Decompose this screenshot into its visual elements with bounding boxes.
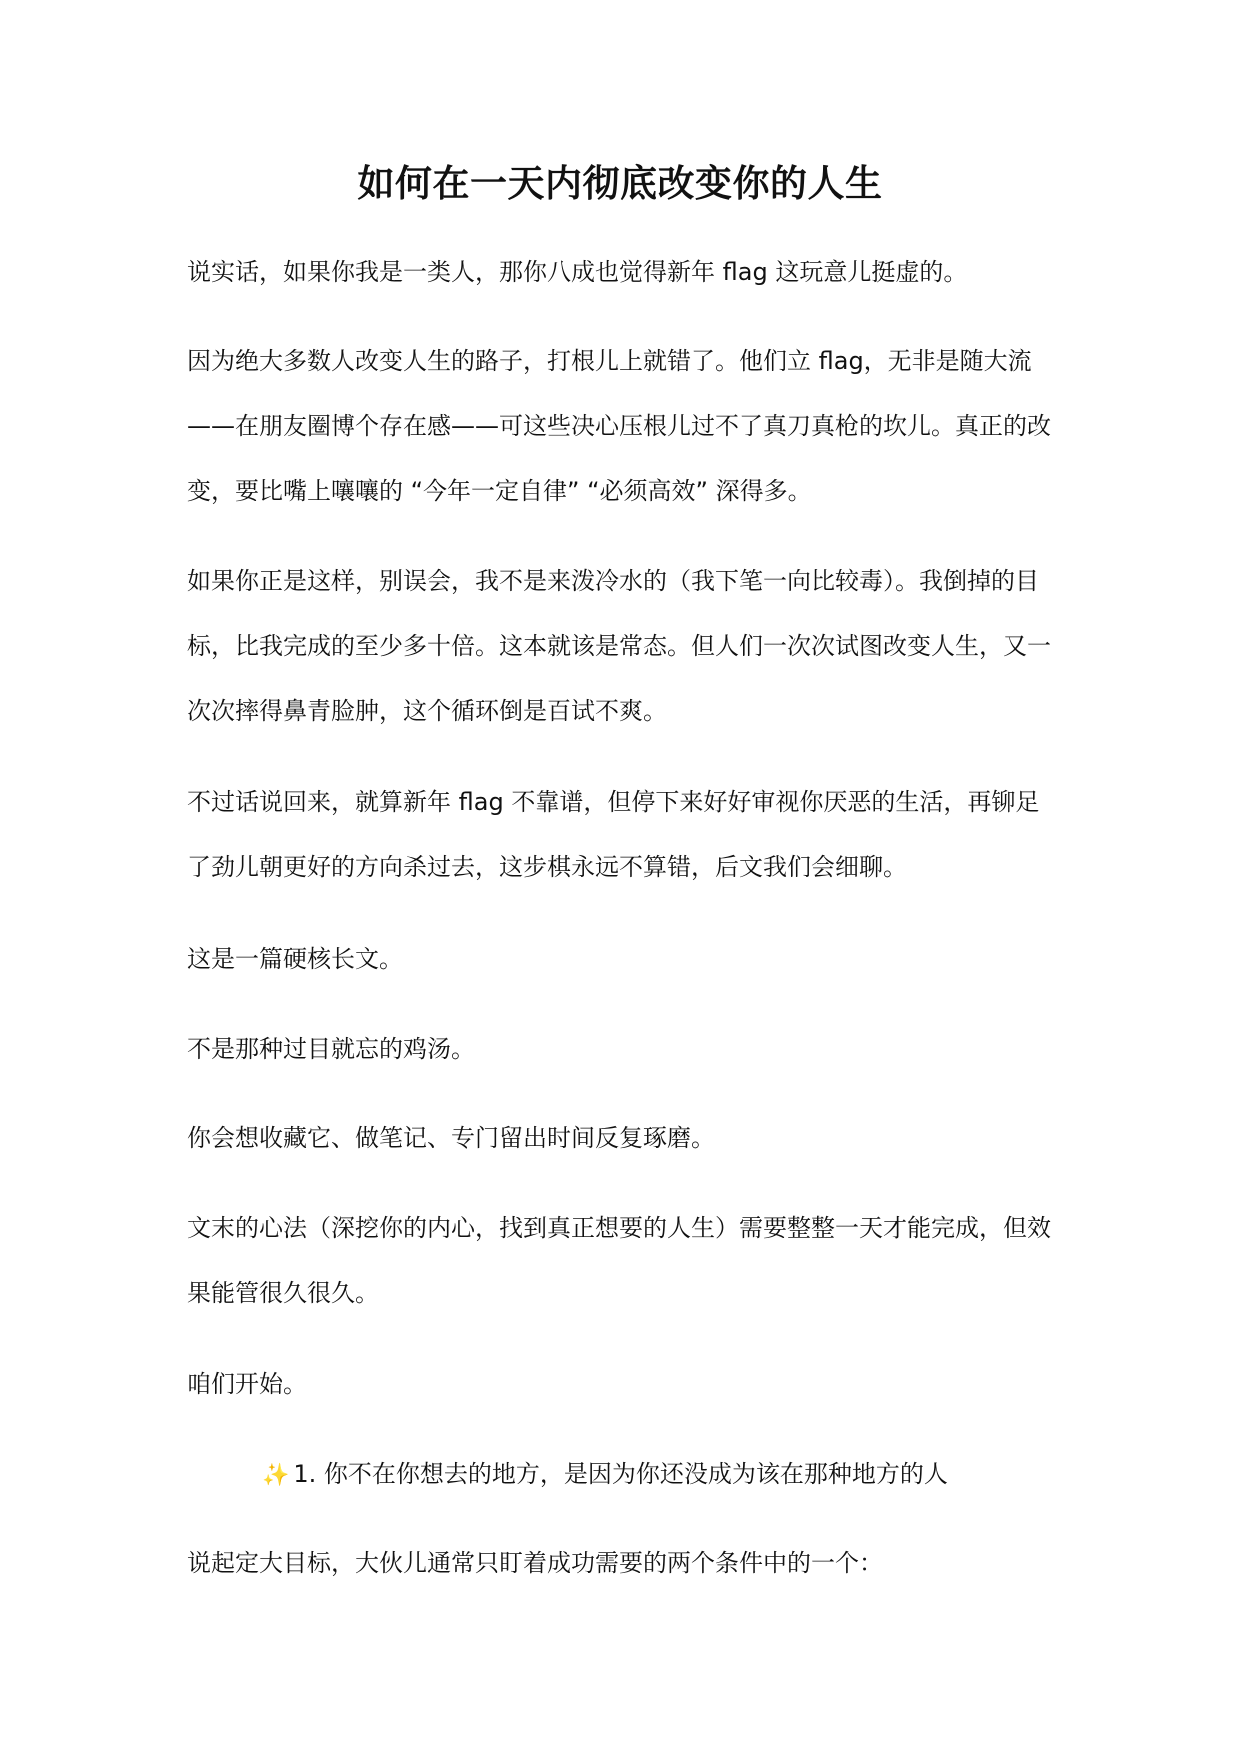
sparkle-icon: ✨ xyxy=(262,1463,290,1488)
document-title: 如何在一天内彻底改变你的人生 xyxy=(357,162,883,205)
section-heading-text: 1. 你不在你想去的地方，是因为你还没成为该在那种地方的人 xyxy=(293,1460,948,1488)
paragraph-3: 如果你正是这样，别误会，我不是来泼冷水的（我下笔一向比较毒）。我倒掉的目标，比我完成的至少多十倍。这本就该是常态。但人们一次次试图改变人生，又一次次摔得鼻青脸肿，这个循环倒是百试不爽。 xyxy=(187,567,1051,725)
paragraph-8: 文末的心法（深挖你的内心，找到真正想要的人生）需要整整一天才能完成，但效果能管很久很久。 xyxy=(187,1214,1051,1307)
paragraph-10: 说起定大目标，大伙儿通常只盯着成功需要的两个条件中的一个： xyxy=(187,1549,883,1577)
paragraph-5: 这是一篇硬核长文。 xyxy=(187,945,403,973)
paragraph-1: 说实话，如果你我是一类人，那你八成也觉得新年 flag 这玩意儿挺虚的。 xyxy=(187,258,968,286)
paragraph-9: 咱们开始。 xyxy=(187,1370,307,1398)
paragraph-2: 因为绝大多数人改变人生的路子，打根儿上就错了。他们立 flag，无非是随大流——在朋友圈博个存在感——可这些决心压根儿过不了真刀真枪的坎儿。真正的改变，要比嘴上嚷嚷的 “今年一定自律” “必须高效” 深得多。 xyxy=(187,347,1051,505)
section-heading xyxy=(262,1442,1062,1508)
paragraph-6: 不是那种过目就忘的鸡汤。 xyxy=(187,1035,475,1063)
paragraph-7: 你会想收藏它、做笔记、专门留出时间反复琢磨。 xyxy=(187,1124,715,1152)
paragraph-4: 不过话说回来，就算新年 flag 不靠谱，但停下来好好审视你厌恶的生活，再铆足了劲儿朝更好的方向杀过去，这步棋永远不算错，后文我们会细聊。 xyxy=(187,788,1040,881)
